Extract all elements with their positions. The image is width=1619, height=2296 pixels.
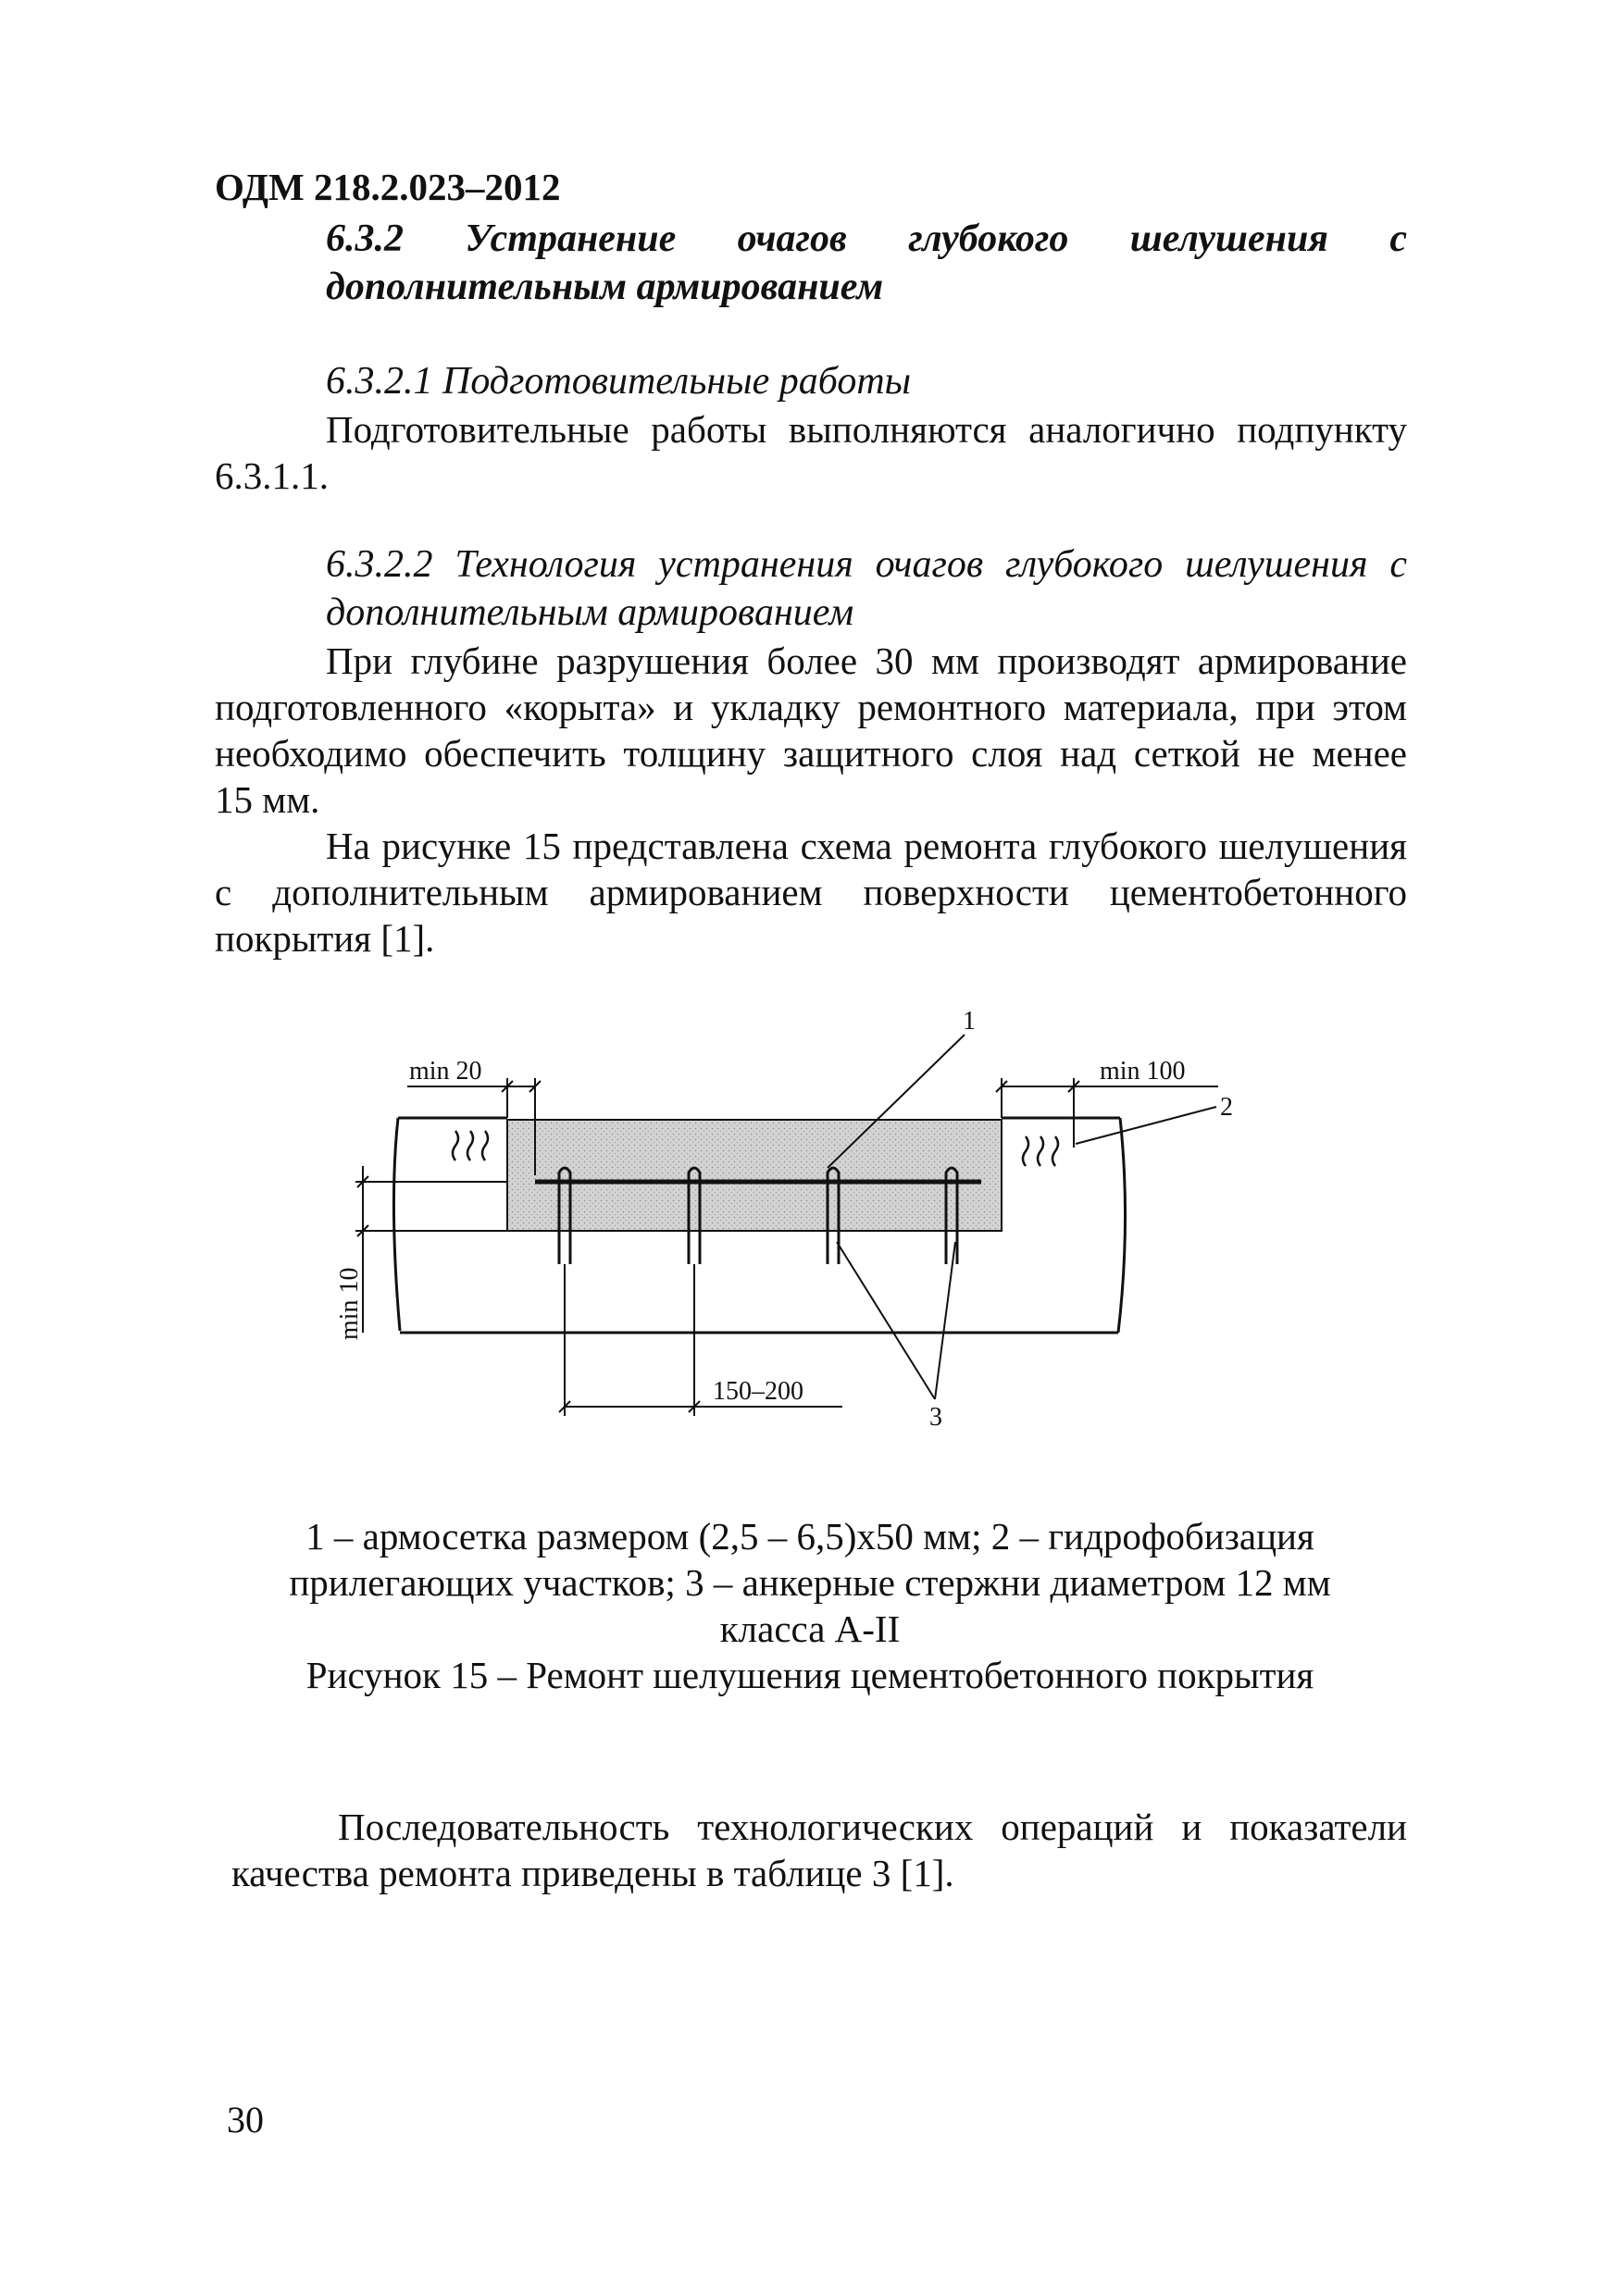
dimension-min100 (996, 1078, 1218, 1148)
dimension-min10 (355, 1166, 507, 1333)
paragraph2-line2: с дополнительным армированием поверхности цементобетонного (215, 871, 1407, 913)
title-word: с (1389, 217, 1407, 260)
section-6-3-2-1-text-line2: 6.3.1.1. (215, 454, 329, 497)
section-6-3-2-2-title-line1: 6.3.2.2 Технология устранения очагов глубокого шелушения с (326, 543, 1407, 586)
label-3: 3 (929, 1403, 942, 1432)
slab-right-edge (1118, 1118, 1126, 1333)
title-word: шелушения (1129, 217, 1328, 260)
paragraph1-line4: 15 мм. (215, 778, 320, 821)
title-word: глубокого (908, 217, 1069, 260)
section-6-3-2-2-title-line2: дополнительным армированием (326, 591, 854, 634)
figure-legend-line3: класса А-II (719, 1607, 901, 1650)
page-number: 30 (227, 2099, 264, 2141)
paragraph2-line1: На рисунке 15 представлена схема ремонта глубокого шелушения (326, 825, 1407, 867)
figure-legend-line2: прилегающих участков; 3 – анкерные стержни диаметром 12 мм (289, 1561, 1331, 1604)
section-6-3-2-1-text-line1: Подготовительные работы выполняются аналогично подпункту (326, 408, 1407, 451)
closing-line2: качества ремонта приведены в таблице 3 [1]. (231, 1852, 954, 1894)
section-6-3-2-1-title: 6.3.2.1 Подготовительные работы (326, 360, 912, 403)
label-2: 2 (1220, 1093, 1233, 1122)
dimension-min100-label: min 100 (1100, 1057, 1186, 1086)
figure-legend-line1: 1 – армосетка размером (2,5 – 6,5)х50 мм; 2 – гидрофобизация (305, 1515, 1314, 1558)
section-6-3-2-title-line2: дополнительным армированием (326, 266, 884, 308)
label-1: 1 (963, 1007, 976, 1036)
title-word: 6.3.2 (326, 217, 404, 260)
dimension-min20-label: min 20 (409, 1057, 482, 1086)
document-code: ОДМ 218.2.023–2012 (215, 166, 561, 208)
figure-title: Рисунок 15 – Ремонт шелушения цементобетонного покрытия (305, 1654, 1314, 1696)
paragraph1-line1: При глубине разрушения более 30 мм производят армирование (326, 639, 1407, 682)
paragraph1-line3: необходимо обеспечить толщину защитного слоя над сеткой не менее (215, 732, 1407, 775)
closing-line1: Последовательность технологических операций и показатели (338, 1806, 1407, 1848)
title-word: Устранение (465, 217, 677, 260)
title-word: очагов (737, 217, 847, 260)
paragraph1-line2: подготовленного «корыта» и укладку ремонтного материала, при этом (215, 686, 1407, 728)
paragraph2-line3: покрытия [1]. (215, 917, 435, 960)
repair-material (507, 1120, 1002, 1231)
dimension-min10-label: min 10 (335, 1267, 364, 1340)
dimension-spacing-label: 150–200 (713, 1377, 803, 1406)
slab-left-edge (393, 1118, 400, 1331)
